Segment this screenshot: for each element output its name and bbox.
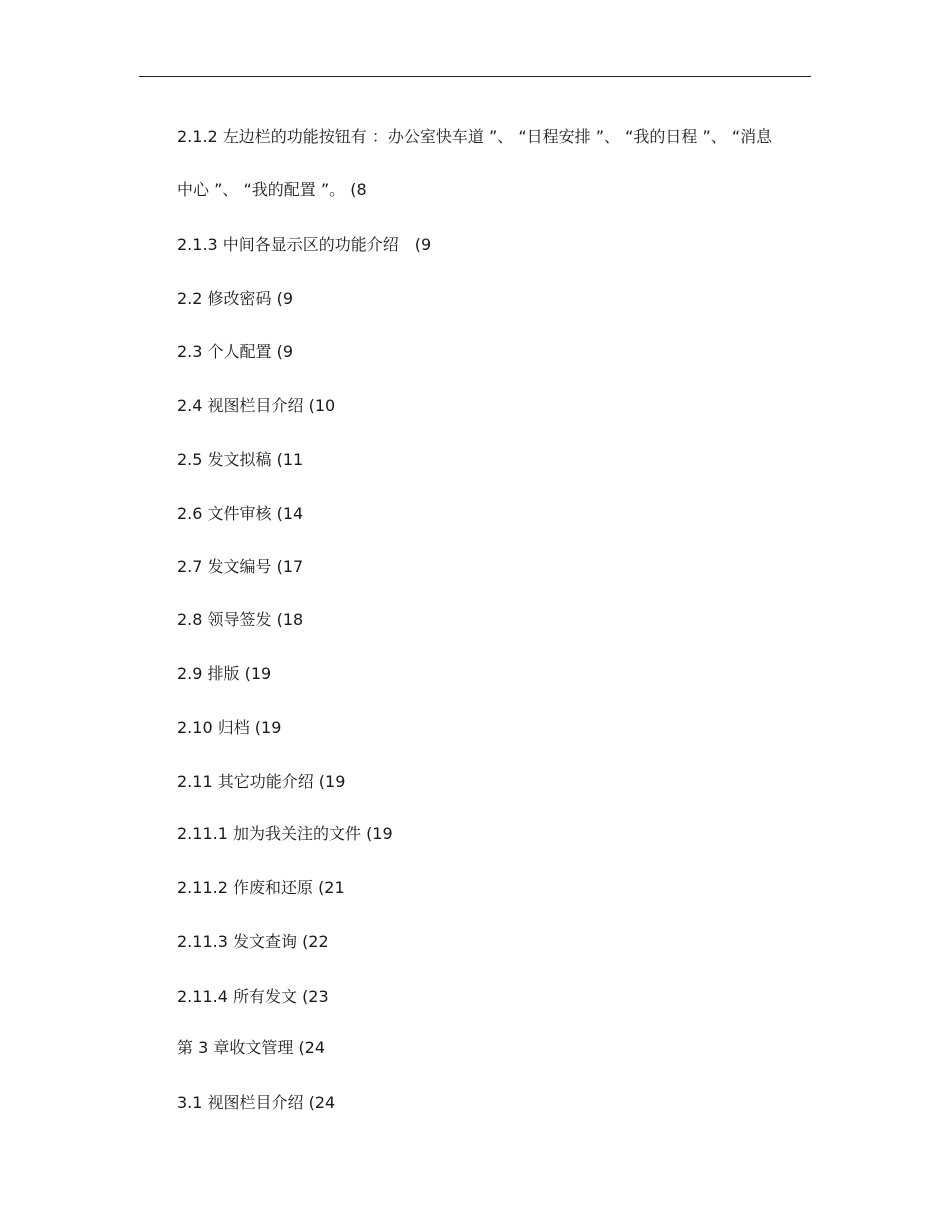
toc-entry-2-2: 2.2 修改密码 (9 [177,289,294,308]
toc-entry-2-10: 2.10 归档 (19 [177,718,282,737]
toc-entry-2-11-2: 2.11.2 作废和还原 (21 [177,878,345,897]
toc-entry-2-1-2: 2.1.2 左边栏的功能按钮有 ：办公室快车道 ”、 “日程安排 ”、 “我的日程 ”、 “消息 [177,127,773,146]
toc-entry-2-3: 2.3 个人配置 (9 [177,342,294,361]
toc-entry-2-4: 2.4 视图栏目介绍 (10 [177,396,336,415]
toc-entry-2-5: 2.5 发文拟稿 (11 [177,450,304,469]
toc-entry-2-8: 2.8 领导签发 (18 [177,610,304,629]
toc-entry-chapter-3: 第 3 章收文管理 (24 [177,1038,326,1057]
toc-entry-2-11-3: 2.11.3 发文查询 (22 [177,932,329,951]
toc-entry-3-1: 3.1 视图栏目介绍 (24 [177,1093,336,1112]
toc-entry-2-11: 2.11 其它功能介绍 (19 [177,772,346,791]
toc-entry-2-1-2-continued: 中心 ”、 “我的配置 ”。 (8 [177,180,367,199]
header-rule [139,76,811,77]
toc-entry-2-7: 2.7 发文编号 (17 [177,557,304,576]
toc-entry-2-9: 2.9 排版 (19 [177,664,272,683]
toc-entry-2-6: 2.6 文件审核 (14 [177,504,304,523]
toc-entry-2-11-1: 2.11.1 加为我关注的文件 (19 [177,824,393,843]
toc-entry-2-1-3: 2.1.3 中间各显示区的功能介绍 (9 [177,235,432,254]
toc-entry-2-11-4: 2.11.4 所有发文 (23 [177,987,329,1006]
